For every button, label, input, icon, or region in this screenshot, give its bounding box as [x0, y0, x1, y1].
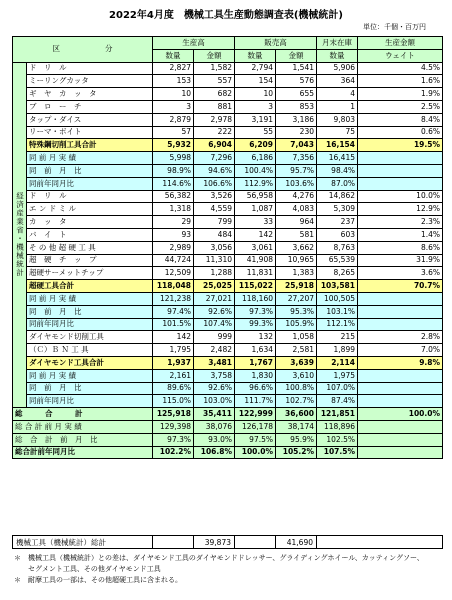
cell-inv: 215 [317, 331, 358, 344]
cell-s-a: 7,356 [276, 152, 317, 165]
cell-w: 19.5% [358, 139, 443, 152]
cell-w: 70.7% [358, 280, 443, 293]
cell-s-a: 27,207 [276, 292, 317, 305]
cell-s-q: 10 [235, 88, 276, 101]
table-row [13, 344, 443, 357]
table-row [13, 113, 443, 126]
summary-empty-3 [317, 536, 443, 549]
cell-s-a: 576 [276, 75, 317, 88]
table-row [13, 126, 443, 139]
unit-label: 単位：千個・百万円 [363, 23, 426, 31]
cell-inv: 87.0% [317, 177, 358, 190]
row-label: ギ ヤ カ ッ タ [27, 88, 153, 101]
table-row [13, 280, 443, 293]
cell-w [358, 318, 443, 331]
cell-p-a: 94.6% [194, 164, 235, 177]
row-label: 総 合 計 [13, 408, 153, 421]
cell-w [358, 420, 443, 433]
production-table [12, 36, 443, 459]
cell-s-q: 3,061 [235, 241, 276, 254]
cell-p-a: 103.0% [194, 395, 235, 408]
cell-w [358, 433, 443, 446]
cell-s-a: 95.7% [276, 164, 317, 177]
table-row [13, 408, 443, 421]
cell-p-q: 97.4% [153, 305, 194, 318]
cell-p-a: 11,310 [194, 254, 235, 267]
cell-w [358, 395, 443, 408]
cell-p-q: 1,937 [153, 356, 194, 369]
summary-label: 機械工具（機械統計）総計 [13, 536, 153, 549]
cell-p-a: 92.6% [194, 382, 235, 395]
cell-w: 8.6% [358, 241, 443, 254]
row-label: 総合計前年同月比 [13, 446, 153, 459]
table-body [13, 62, 443, 459]
cell-p-a: 999 [194, 331, 235, 344]
cell-p-a: 799 [194, 216, 235, 229]
row-label: 同 前 月 比 [27, 164, 153, 177]
table-row [13, 152, 443, 165]
cell-p-a: 2,978 [194, 113, 235, 126]
cell-s-q: 126,178 [235, 420, 276, 433]
cell-inv: 364 [317, 75, 358, 88]
cell-s-a: 1,541 [276, 62, 317, 75]
row-label: （Ｃ）Ｂ Ｎ 工 具 [27, 344, 153, 357]
cell-p-a: 35,411 [194, 408, 235, 421]
row-label: カ ッ タ [27, 216, 153, 229]
row-label: 同 前 月 実 績 [27, 292, 153, 305]
cell-p-q: 118,048 [153, 280, 194, 293]
cell-inv: 9,803 [317, 113, 358, 126]
cell-inv: 8,763 [317, 241, 358, 254]
row-label: ミーリングカッタ [27, 75, 153, 88]
cell-w [358, 382, 443, 395]
cell-s-a: 4,276 [276, 190, 317, 203]
table-row [13, 164, 443, 177]
cell-p-a: 3,056 [194, 241, 235, 254]
cell-s-q: 6,186 [235, 152, 276, 165]
header-weight: ウェイト [358, 49, 443, 62]
cell-p-a: 881 [194, 100, 235, 113]
cell-w: 1.4% [358, 228, 443, 241]
note-line: ＊ 機械工具（機械統計）との差は、ダイヤモンド工具のダイヤモンドドレッサー、グライディングホイール、カッティングソー、 [14, 554, 424, 562]
cell-inv: 103,581 [317, 280, 358, 293]
cell-p-a: 27,021 [194, 292, 235, 305]
cell-s-q: 132 [235, 331, 276, 344]
cell-p-a: 484 [194, 228, 235, 241]
cell-p-q: 115.0% [153, 395, 194, 408]
cell-p-q: 153 [153, 75, 194, 88]
cell-s-a: 3,186 [276, 113, 317, 126]
row-label: 超硬サーメットチップ [27, 267, 153, 280]
cell-s-q: 3,191 [235, 113, 276, 126]
table-row [13, 75, 443, 88]
table-row [13, 62, 443, 75]
note-line: ＊ 耐摩工具の一部は、その他超硬工具に含まれる。 [14, 576, 182, 584]
row-label: エ ン ド ミ ル [27, 203, 153, 216]
cell-s-a: 95.9% [276, 433, 317, 446]
cell-inv: 100,505 [317, 292, 358, 305]
cell-w: 0.6% [358, 126, 443, 139]
table-row [13, 292, 443, 305]
cell-inv: 118,896 [317, 420, 358, 433]
table-row [13, 433, 443, 446]
cell-p-a: 92.6% [194, 305, 235, 318]
notes [14, 553, 440, 586]
cell-w: 31.9% [358, 254, 443, 267]
row-label: ブ ロ ー チ [27, 100, 153, 113]
cell-s-a: 7,043 [276, 139, 317, 152]
cell-s-a: 3,639 [276, 356, 317, 369]
cell-p-q: 102.2% [153, 446, 194, 459]
row-label: 同前年同月比 [27, 177, 153, 190]
cell-s-q: 111.7% [235, 395, 276, 408]
summary-table [12, 535, 443, 549]
cell-p-q: 114.6% [153, 177, 194, 190]
table-row [13, 100, 443, 113]
cell-p-q: 97.3% [153, 433, 194, 446]
cell-w [358, 369, 443, 382]
row-label: リーマ・ボイト [27, 126, 153, 139]
header-sales-qty: 数量 [235, 49, 276, 62]
cell-p-q: 2,161 [153, 369, 194, 382]
row-label: そ の 他 超 硬 工 具 [27, 241, 153, 254]
cell-s-q: 11,831 [235, 267, 276, 280]
row-label: 同 前 月 比 [27, 382, 153, 395]
cell-inv: 16,415 [317, 152, 358, 165]
cell-s-a: 581 [276, 228, 317, 241]
cell-p-q: 2,879 [153, 113, 194, 126]
cell-s-a: 102.7% [276, 395, 317, 408]
cell-p-q: 12,509 [153, 267, 194, 280]
cell-w: 4.5% [358, 62, 443, 75]
header-sales-amount: 金額 [276, 49, 317, 62]
cell-inv: 102.5% [317, 433, 358, 446]
cell-s-q: 112.9% [235, 177, 276, 190]
cell-w: 12.9% [358, 203, 443, 216]
cell-s-q: 3 [235, 100, 276, 113]
header-inventory: 月末在庫 [317, 37, 358, 50]
table-row [13, 420, 443, 433]
table-row [13, 88, 443, 101]
cell-s-q: 55 [235, 126, 276, 139]
cell-s-q: 56,958 [235, 190, 276, 203]
cell-p-a: 93.0% [194, 433, 235, 446]
page-title: 2022年4月度 機械工具生産動態調査表(機械統計) [109, 10, 343, 21]
cell-w: 10.0% [358, 190, 443, 203]
cell-p-q: 5,998 [153, 152, 194, 165]
cell-p-q: 89.6% [153, 382, 194, 395]
cell-s-q: 1,634 [235, 344, 276, 357]
cell-s-a: 853 [276, 100, 317, 113]
table-row [13, 395, 443, 408]
cell-s-q: 2,794 [235, 62, 276, 75]
cell-inv: 237 [317, 216, 358, 229]
cell-s-q: 97.5% [235, 433, 276, 446]
cell-inv: 1,975 [317, 369, 358, 382]
cell-inv: 16,154 [317, 139, 358, 152]
cell-s-a: 10,965 [276, 254, 317, 267]
cell-w: 2.8% [358, 331, 443, 344]
cell-s-a: 4,083 [276, 203, 317, 216]
cell-s-q: 96.6% [235, 382, 276, 395]
cell-s-a: 964 [276, 216, 317, 229]
row-label: ダイヤモンド切削工具 [27, 331, 153, 344]
cell-s-a: 3,610 [276, 369, 317, 382]
row-label: ド リ ル [27, 190, 153, 203]
cell-s-q: 41,908 [235, 254, 276, 267]
cell-p-a: 38,076 [194, 420, 235, 433]
side-label: 経済産業省・機械統計 [13, 62, 27, 408]
cell-w [358, 292, 443, 305]
header-sales: 販売高 [235, 37, 317, 50]
cell-p-a: 557 [194, 75, 235, 88]
cell-p-q: 10 [153, 88, 194, 101]
cell-s-q: 99.3% [235, 318, 276, 331]
cell-s-a: 25,918 [276, 280, 317, 293]
cell-inv: 603 [317, 228, 358, 241]
cell-p-a: 222 [194, 126, 235, 139]
row-label: バ イ ト [27, 228, 153, 241]
cell-inv: 4 [317, 88, 358, 101]
cell-p-a: 3,481 [194, 356, 235, 369]
cell-w: 1.6% [358, 75, 443, 88]
cell-s-a: 105.9% [276, 318, 317, 331]
cell-w: 2.5% [358, 100, 443, 113]
summary-empty-2 [235, 536, 276, 549]
row-label: 同 前 月 実 績 [27, 369, 153, 382]
table-row [13, 267, 443, 280]
row-label: 超 硬 チ ッ プ [27, 254, 153, 267]
row-label: 同前年同月比 [27, 395, 153, 408]
table-row [13, 190, 443, 203]
cell-inv: 65,539 [317, 254, 358, 267]
cell-w: 1.9% [358, 88, 443, 101]
table-row [13, 446, 443, 459]
cell-s-a: 36,600 [276, 408, 317, 421]
table-row [13, 203, 443, 216]
cell-s-q: 142 [235, 228, 276, 241]
cell-s-a: 1,058 [276, 331, 317, 344]
cell-p-a: 106.6% [194, 177, 235, 190]
cell-p-a: 25,025 [194, 280, 235, 293]
table-row [13, 228, 443, 241]
cell-p-a: 7,296 [194, 152, 235, 165]
cell-s-a: 103.6% [276, 177, 317, 190]
cell-p-a: 106.8% [194, 446, 235, 459]
cell-inv: 98.4% [317, 164, 358, 177]
header-prod-qty: 数量 [153, 49, 194, 62]
row-label: ダイヤモンド工具合計 [27, 356, 153, 369]
cell-s-a: 2,581 [276, 344, 317, 357]
cell-p-a: 4,559 [194, 203, 235, 216]
cell-w [358, 305, 443, 318]
cell-p-a: 682 [194, 88, 235, 101]
cell-s-q: 97.3% [235, 305, 276, 318]
cell-inv: 8,265 [317, 267, 358, 280]
cell-p-a: 1,288 [194, 267, 235, 280]
cell-s-q: 6,209 [235, 139, 276, 152]
cell-p-a: 3,526 [194, 190, 235, 203]
table-row [13, 139, 443, 152]
cell-p-q: 44,724 [153, 254, 194, 267]
cell-inv: 112.1% [317, 318, 358, 331]
cell-w: 3.6% [358, 267, 443, 280]
cell-s-q: 118,160 [235, 292, 276, 305]
cell-p-q: 101.5% [153, 318, 194, 331]
cell-s-q: 1,767 [235, 356, 276, 369]
cell-w [358, 446, 443, 459]
cell-s-q: 1,087 [235, 203, 276, 216]
header-inv-qty: 数量 [317, 49, 358, 62]
table-row [13, 216, 443, 229]
cell-s-a: 105.2% [276, 446, 317, 459]
row-label: 特殊鋼切削工具合計 [27, 139, 153, 152]
cell-inv: 1 [317, 100, 358, 113]
cell-w: 2.3% [358, 216, 443, 229]
cell-p-a: 2,482 [194, 344, 235, 357]
table-row [13, 356, 443, 369]
cell-w [358, 177, 443, 190]
cell-p-q: 5,932 [153, 139, 194, 152]
cell-p-q: 2,989 [153, 241, 194, 254]
cell-inv: 87.4% [317, 395, 358, 408]
cell-w: 8.4% [358, 113, 443, 126]
row-label: 同 前 月 実 績 [27, 152, 153, 165]
cell-inv: 107.5% [317, 446, 358, 459]
cell-s-a: 38,174 [276, 420, 317, 433]
row-label: タップ・ダイス [27, 113, 153, 126]
cell-p-q: 98.9% [153, 164, 194, 177]
cell-s-q: 154 [235, 75, 276, 88]
cell-inv: 2,114 [317, 356, 358, 369]
cell-p-q: 57 [153, 126, 194, 139]
cell-p-q: 1,795 [153, 344, 194, 357]
cell-p-a: 6,904 [194, 139, 235, 152]
cell-inv: 75 [317, 126, 358, 139]
header-category: 区 分 [13, 37, 153, 63]
header-share: 生産金額 [358, 37, 443, 50]
cell-inv: 107.0% [317, 382, 358, 395]
cell-s-q: 1,830 [235, 369, 276, 382]
row-label: ド リ ル [27, 62, 153, 75]
row-label: 同前年同月比 [27, 318, 153, 331]
cell-s-q: 100.4% [235, 164, 276, 177]
cell-p-q: 142 [153, 331, 194, 344]
cell-s-q: 122,999 [235, 408, 276, 421]
summary-production: 39,873 [194, 536, 235, 549]
table-row [13, 254, 443, 267]
cell-s-a: 1,383 [276, 267, 317, 280]
cell-inv: 1,899 [317, 344, 358, 357]
cell-p-q: 121,238 [153, 292, 194, 305]
cell-s-q: 115,022 [235, 280, 276, 293]
header-production: 生産高 [153, 37, 235, 50]
cell-s-q: 100.0% [235, 446, 276, 459]
row-label: 同 前 月 比 [27, 305, 153, 318]
cell-p-q: 3 [153, 100, 194, 113]
cell-p-q: 56,382 [153, 190, 194, 203]
table-row [13, 331, 443, 344]
cell-p-q: 29 [153, 216, 194, 229]
cell-s-a: 100.8% [276, 382, 317, 395]
cell-s-a: 230 [276, 126, 317, 139]
cell-w: 9.8% [358, 356, 443, 369]
cell-w [358, 164, 443, 177]
cell-p-q: 125,918 [153, 408, 194, 421]
cell-s-q: 33 [235, 216, 276, 229]
summary-empty-1 [153, 536, 194, 549]
cell-s-a: 95.3% [276, 305, 317, 318]
header-prod-amount: 金額 [194, 49, 235, 62]
cell-p-q: 93 [153, 228, 194, 241]
table-row [13, 369, 443, 382]
table-row [13, 318, 443, 331]
summary-sales: 41,690 [276, 536, 317, 549]
cell-p-q: 129,398 [153, 420, 194, 433]
cell-p-a: 3,758 [194, 369, 235, 382]
cell-p-a: 107.4% [194, 318, 235, 331]
row-label: 総 合 計 前 月 実 績 [13, 420, 153, 433]
cell-inv: 5,906 [317, 62, 358, 75]
cell-inv: 14,862 [317, 190, 358, 203]
cell-inv: 5,309 [317, 203, 358, 216]
table-row [13, 305, 443, 318]
cell-w: 7.0% [358, 344, 443, 357]
cell-inv: 103.1% [317, 305, 358, 318]
cell-s-a: 655 [276, 88, 317, 101]
cell-p-a: 1,582 [194, 62, 235, 75]
cell-s-a: 3,662 [276, 241, 317, 254]
table-row [13, 177, 443, 190]
table-row [13, 241, 443, 254]
row-label: 総 合 計 前 月 比 [13, 433, 153, 446]
cell-p-q: 1,318 [153, 203, 194, 216]
cell-inv: 121,851 [317, 408, 358, 421]
cell-w: 100.0% [358, 408, 443, 421]
cell-w [358, 152, 443, 165]
table-row [13, 382, 443, 395]
note-line: セグメント工具、その他ダイヤモンド工具 [14, 565, 161, 573]
cell-p-q: 2,827 [153, 62, 194, 75]
row-label: 超硬工具合計 [27, 280, 153, 293]
